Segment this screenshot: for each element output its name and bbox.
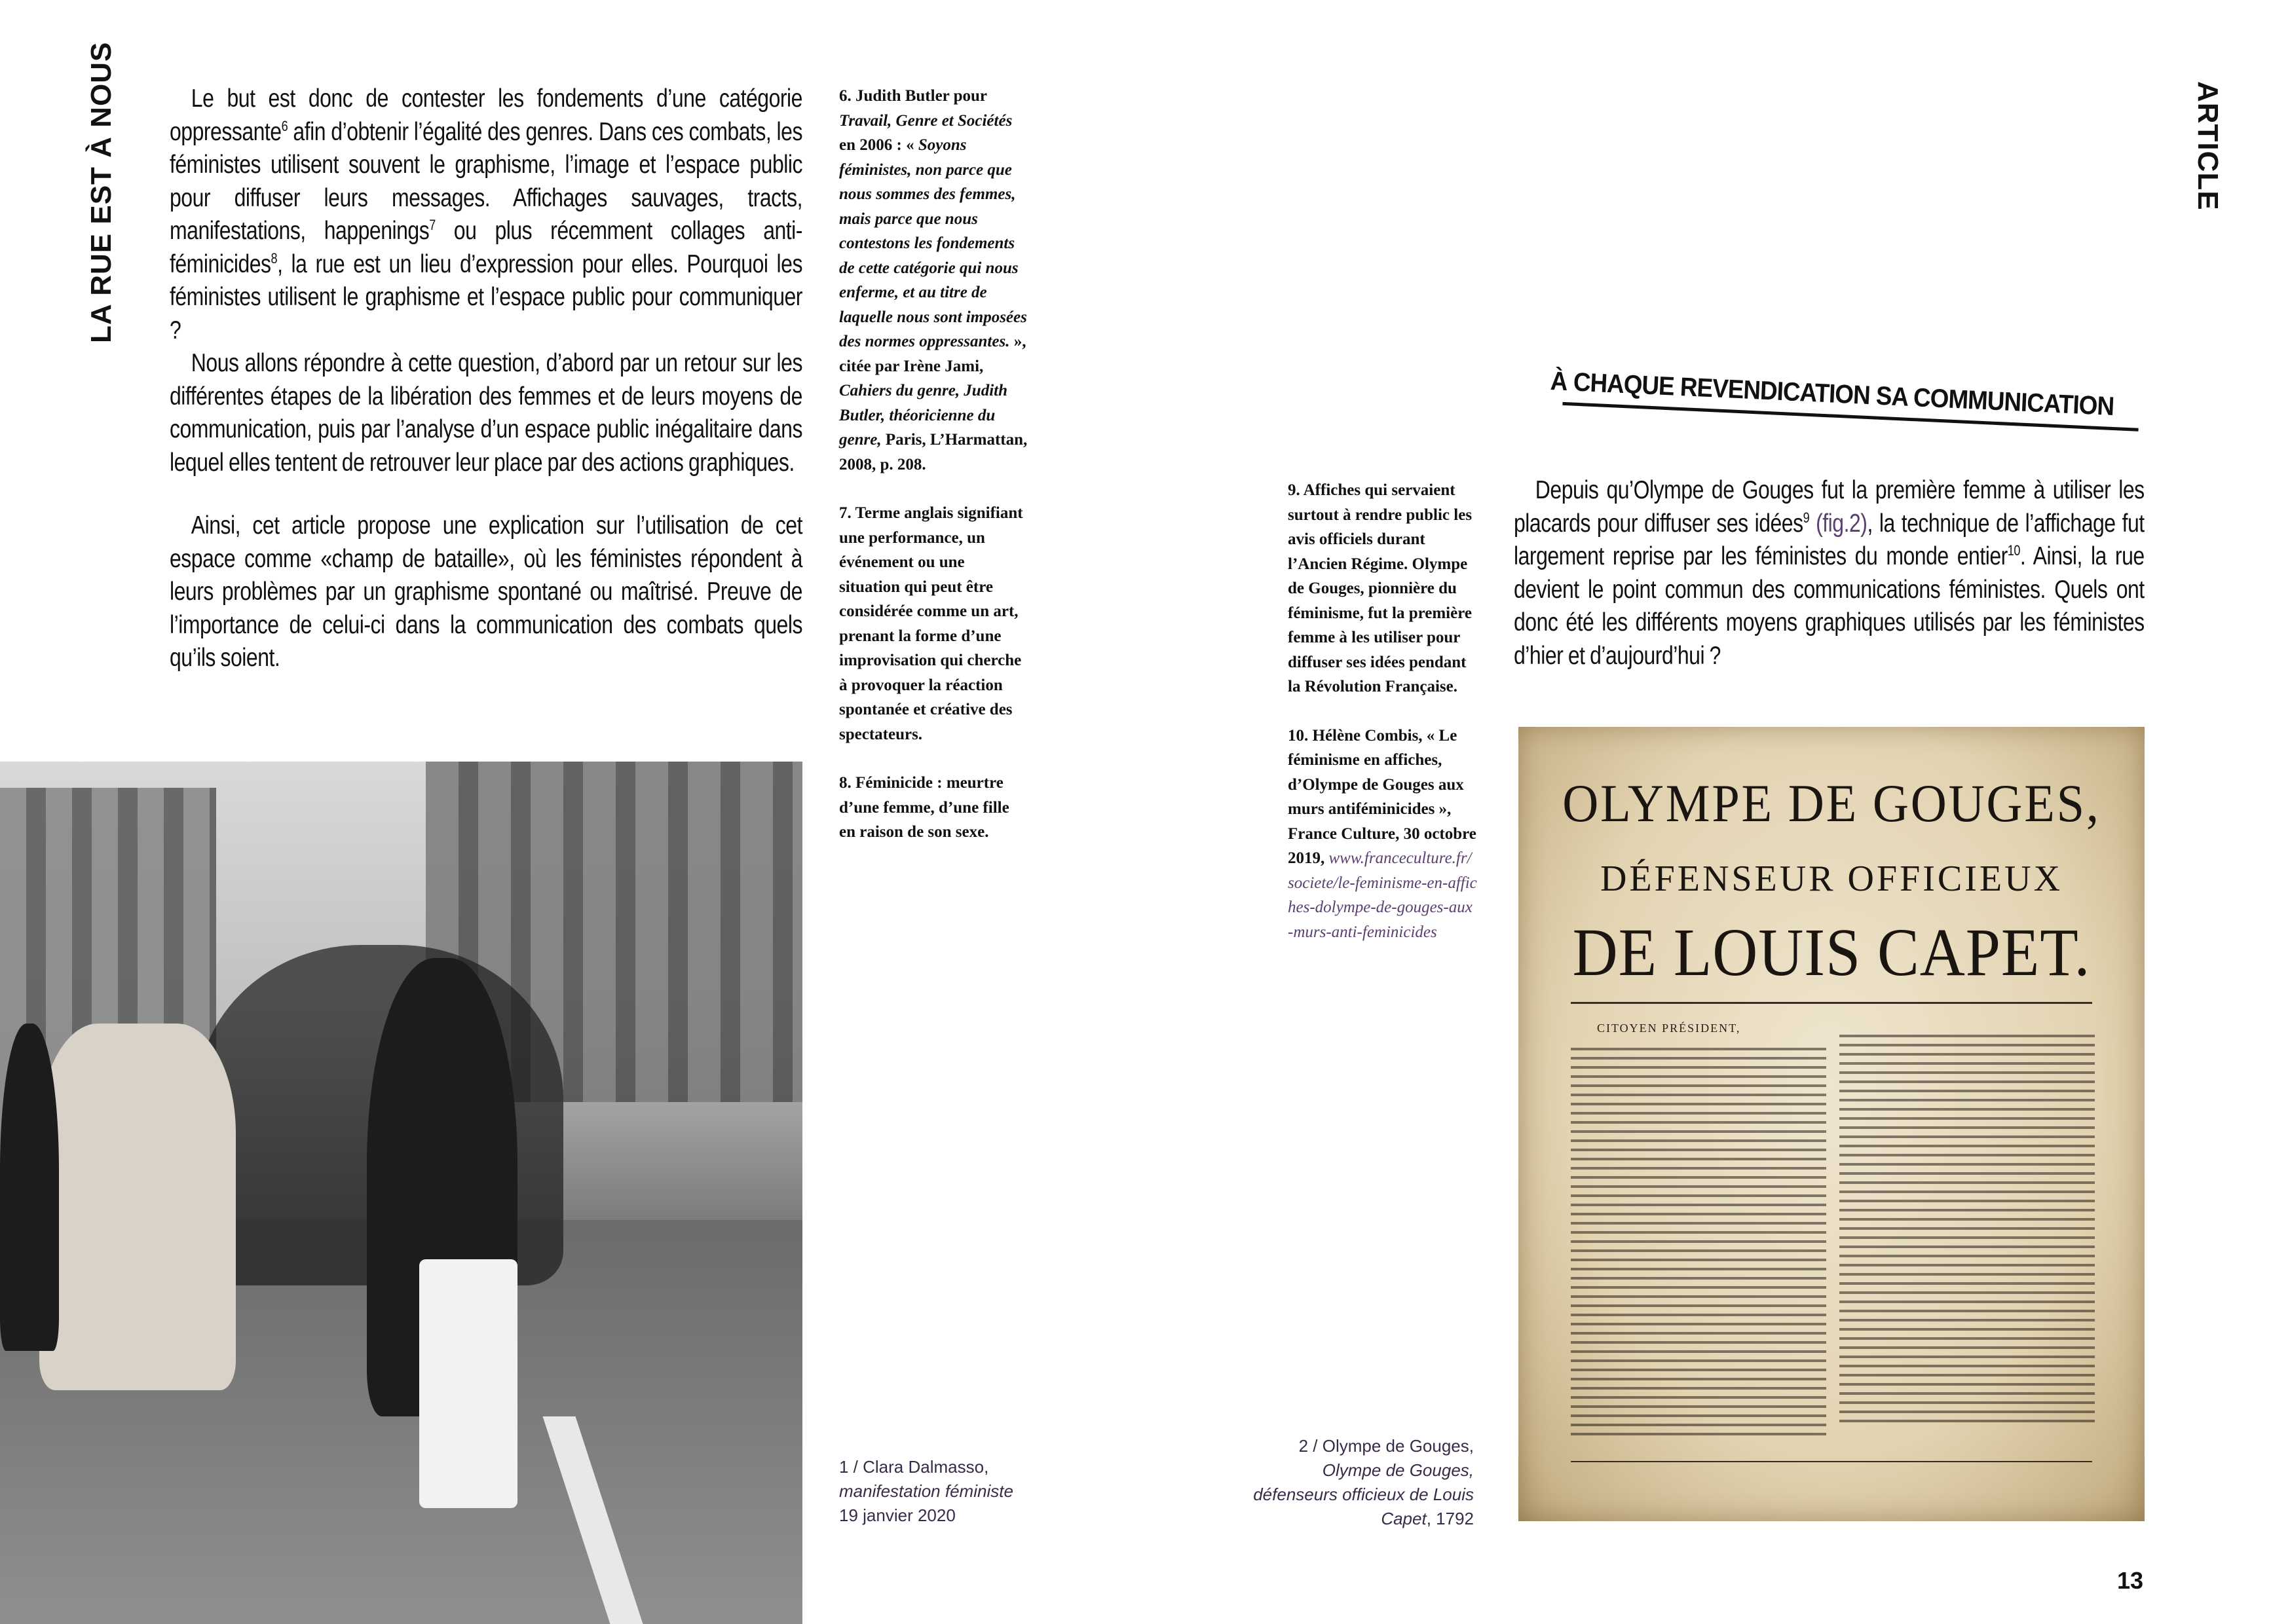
text: Paris, L’Harmattan, 2008, p. 208.: [839, 431, 1028, 473]
person-beige-coat: [39, 1024, 236, 1390]
section-heading: [1549, 367, 2153, 432]
footnote-7: 7. Terme anglais signifiant une performance, un événement ou une situation qui peut être considérée comme un art, prenant la forme d’une improvisation qui cherche à provoquer la réaction spontanée et créative des spectateurs.: [839, 504, 1023, 743]
text: . Ainsi, la rue devient le point commun des communications féministes. Quels ont donc été les différents moyens graphiques utilisés par les féministes d’hier et d’aujourd’hui ?: [1514, 542, 2145, 670]
caption-date: 19 janvier 2020: [839, 1505, 956, 1525]
footnote-ref-10[interactable]: 10: [2007, 542, 2020, 559]
protest-photo: [0, 762, 802, 1624]
poster-line-2: DÉFENSEUR OFFICIEUX: [1600, 858, 2063, 899]
text: », citée par Irène Jami,: [839, 333, 1026, 375]
poster-text-column-right: [1839, 1035, 2095, 1428]
text: , la technique de l’affichage fut largement reprise par les féministes du monde entier: [1514, 509, 2145, 570]
footnote-ref-6[interactable]: 6: [281, 117, 288, 134]
footnote-ref-8[interactable]: 8: [271, 249, 278, 267]
text: Cahiers du genre, Judith Butler, théoricienne du genre,: [839, 382, 1008, 449]
caption-title: manifestation féministe: [839, 1481, 1013, 1501]
olympe-de-gouges-poster: [1518, 727, 2145, 1521]
person-left: [0, 1024, 59, 1351]
caption-number: 2 / Olympe de Gouges,: [1298, 1436, 1474, 1456]
caption-number: 1 / Clara Dalmasso,: [839, 1457, 989, 1477]
footnotes-right: [1288, 478, 1478, 969]
footnote-9: 9. Affiches qui servaient surtout à rendre public les avis officiels durant l’Ancien Régime. Olympe de Gouges, pionnière du féminisme, fut la première femme à les utiliser pour diffuser ses idées pendant la Révolution Française.: [1288, 481, 1473, 695]
text: afin d’obtenir l’égalité des genres. Dans ces combats, les féministes utilisent souvent le graphisme, l’image et l’espace public pour diffuser leurs messages. Affichages sauvages, tracts, manifestations, happenings: [170, 117, 802, 245]
paragraph-3: Ainsi, cet article propose une explication sur l’utilisation de cet espace comme «champ de bataille», où les féministes répondent à leurs problèmes par un graphisme spontané ou maîtrisé. Preuve de l’importance de celui-ci dans la communication des combats quels qu’ils soient.: [170, 511, 802, 672]
text: 6. Judith Butler pour: [839, 87, 987, 105]
running-head-left: LA RUE EST À NOUS: [85, 41, 117, 343]
caption-title: Olympe de Gouges, défenseurs officieux de Louis Capet: [1253, 1460, 1474, 1528]
paragraph-1: [170, 83, 802, 347]
paragraph: [1514, 474, 2145, 673]
poster-text-column-left: [1571, 1048, 1826, 1441]
text: en 2006 : «: [839, 136, 918, 154]
caption-figure-2: [1245, 1434, 1474, 1531]
section-heading-text: À CHAQUE REVENDICATION SA COMMUNICATION: [1550, 367, 2115, 422]
poster-rule-bottom: [1571, 1461, 2092, 1462]
text: Le but est donc de contester les fondements d’une catégorie oppressante: [170, 84, 802, 146]
poster-rule: [1571, 1002, 2092, 1004]
caption-figure-1: [839, 1455, 1013, 1528]
footnote-6: [839, 84, 1029, 477]
poster-line-1: OLYMPE DE GOUGES,: [1562, 773, 2101, 833]
footnotes-left: [839, 84, 1029, 869]
paragraph-2: Nous allons répondre à cette question, d’abord par un retour sur les différentes étapes de la libération des femmes et de leurs moyens de communication, puis par l’analyse d’un espace public inégalitaire dans lequel elles tentent de retrouver leur place par des actions graphiques.: [170, 349, 802, 477]
right-body-text: [1514, 474, 2145, 673]
text: Depuis qu’Olympe de Gouges fut la première femme à utiliser les placards pour diffuser ses idées: [1514, 476, 2145, 538]
text: , la rue est un lieu d’expression pour elles. Pourquoi les féministes utilisent le graphisme et l’espace public pour communiquer ?: [170, 249, 802, 344]
figure-reference-link[interactable]: (fig.2): [1816, 509, 1868, 538]
text: ou plus récemment collages anti-féminicides: [170, 217, 802, 278]
text: 10. Hélène Combis, « Le féminisme en affiches, d’Olympe de Gouges aux murs antiféminicides », France Culture, 30 octobre 2019,: [1288, 726, 1476, 867]
source-link[interactable]: www.franceculture.fr/societe/le-feminisme-en-affiches-dolympe-de-gouges-aux-murs-anti-feminicides: [1288, 849, 1477, 941]
text: Travail, Genre et Sociétés: [839, 111, 1013, 130]
footnote-ref-7[interactable]: 7: [429, 217, 436, 233]
poster-salutation: CITOYEN PRÉSIDENT,: [1597, 1022, 1741, 1035]
page-number: 13: [2117, 1567, 2144, 1594]
footnote-10: [1288, 724, 1478, 945]
footnote-8: 8. Féminicide : meurtre d’une femme, d’une fille en raison de son sexe.: [839, 774, 1009, 841]
white-trousers: [419, 1259, 517, 1508]
poster-line-3: DE LOUIS CAPET.: [1572, 915, 2091, 990]
footnote-ref-9[interactable]: 9: [1803, 509, 1810, 526]
running-head-right: ARTICLE: [2192, 81, 2224, 211]
caption-date: , 1792: [1426, 1509, 1474, 1528]
left-body-text: [170, 83, 802, 675]
quote: Soyons féministes, non parce que nous sommes des femmes, mais parce que nous contestons les fondements de cette catégorie qui nous enferme, et au titre de laquelle nous sont imposées des normes oppressantes.: [839, 136, 1027, 350]
